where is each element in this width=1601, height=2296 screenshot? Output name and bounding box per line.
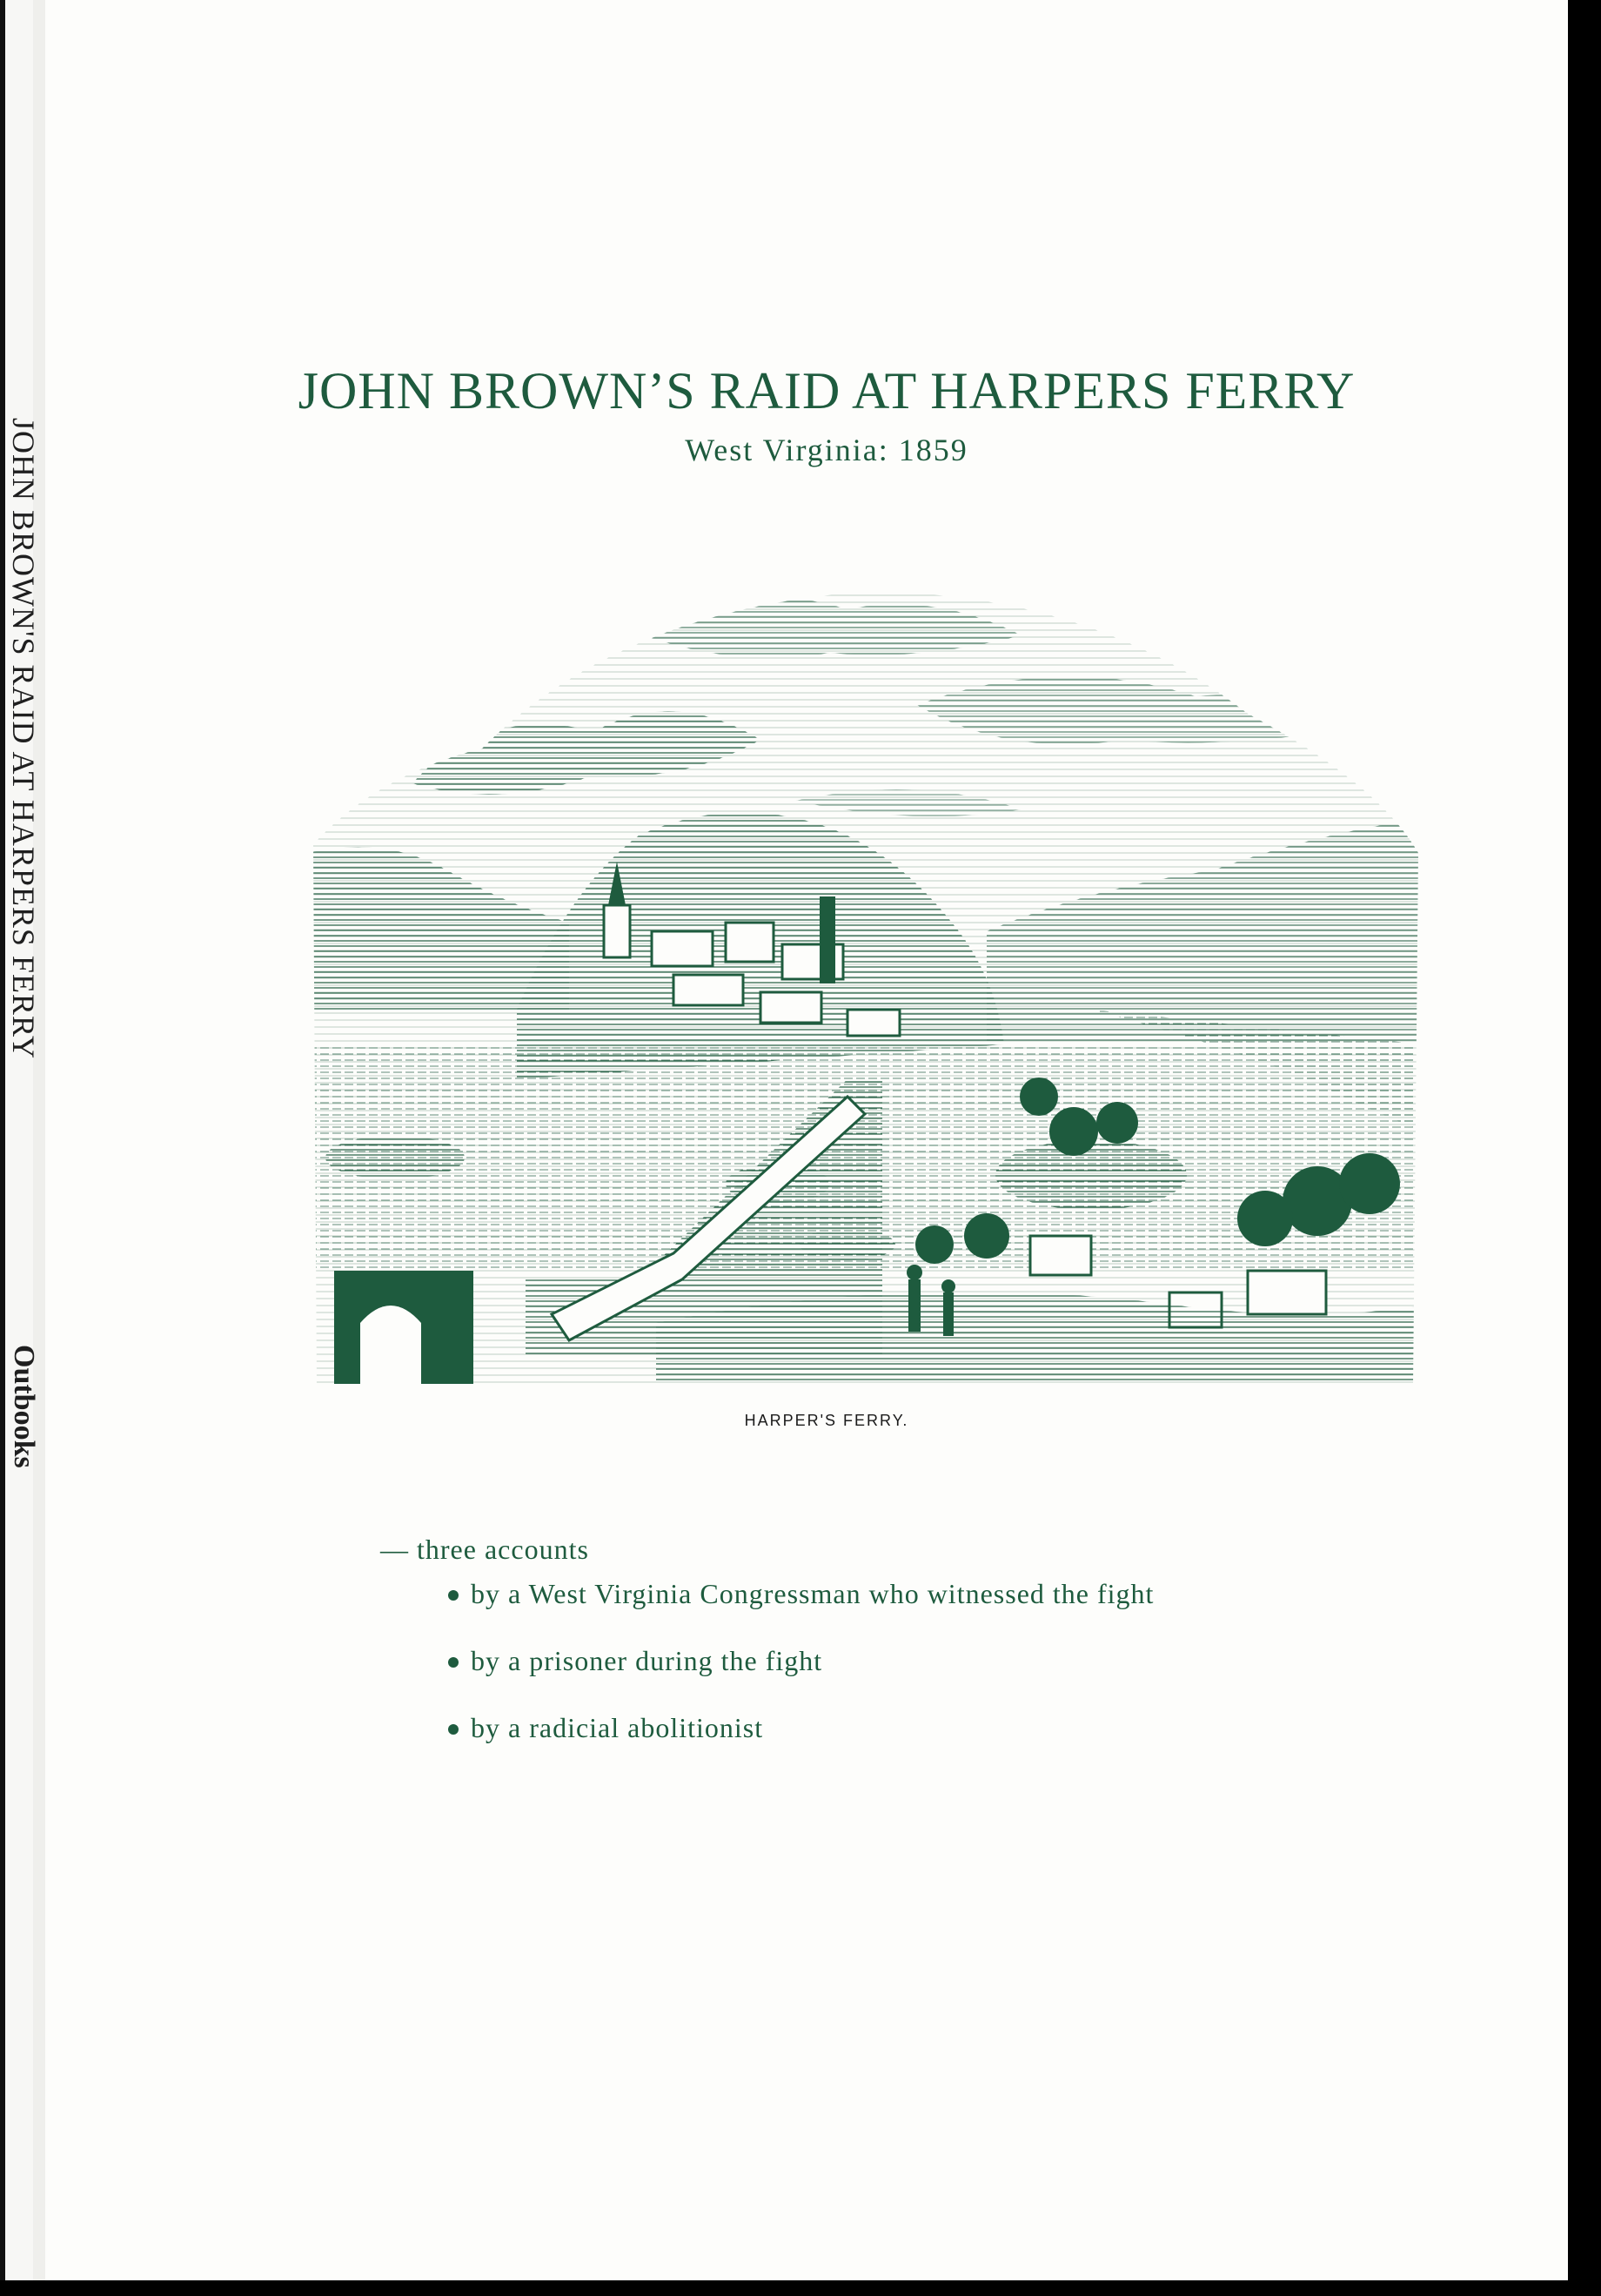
book-spine xyxy=(0,0,35,2280)
spine-publisher: Outbooks xyxy=(8,1345,40,1468)
account-item-text: by a prisoner during the fight xyxy=(471,1645,823,1676)
cover-subtitle: West Virginia: 1859 xyxy=(685,433,968,467)
spine-title: JOHN BROWN'S RAID AT HARPERS FERRY xyxy=(6,418,41,1059)
cover-title: JOHN BROWN’S RAID AT HARPERS FERRY xyxy=(298,362,1356,420)
account-item-abolitionist xyxy=(448,1712,1154,1744)
spine-fold xyxy=(33,0,46,2280)
account-item-prisoner xyxy=(448,1645,1154,1677)
account-item-text: by a radicial abolitionist xyxy=(471,1712,764,1743)
accounts-intro: — three accounts xyxy=(380,1534,589,1565)
illustration-caption: HARPER'S FERRY. xyxy=(744,1412,909,1429)
harpers-ferry-engraving xyxy=(308,557,1423,1384)
account-item-congressman xyxy=(448,1578,1154,1610)
bullet-icon xyxy=(448,1724,459,1735)
account-item-text: by a West Virginia Congressman who witnessed the fight xyxy=(471,1578,1155,1609)
bullet-icon xyxy=(448,1657,459,1668)
spine-edge xyxy=(0,0,5,2280)
accounts-list xyxy=(380,1534,1154,1779)
bullet-icon xyxy=(448,1590,459,1601)
